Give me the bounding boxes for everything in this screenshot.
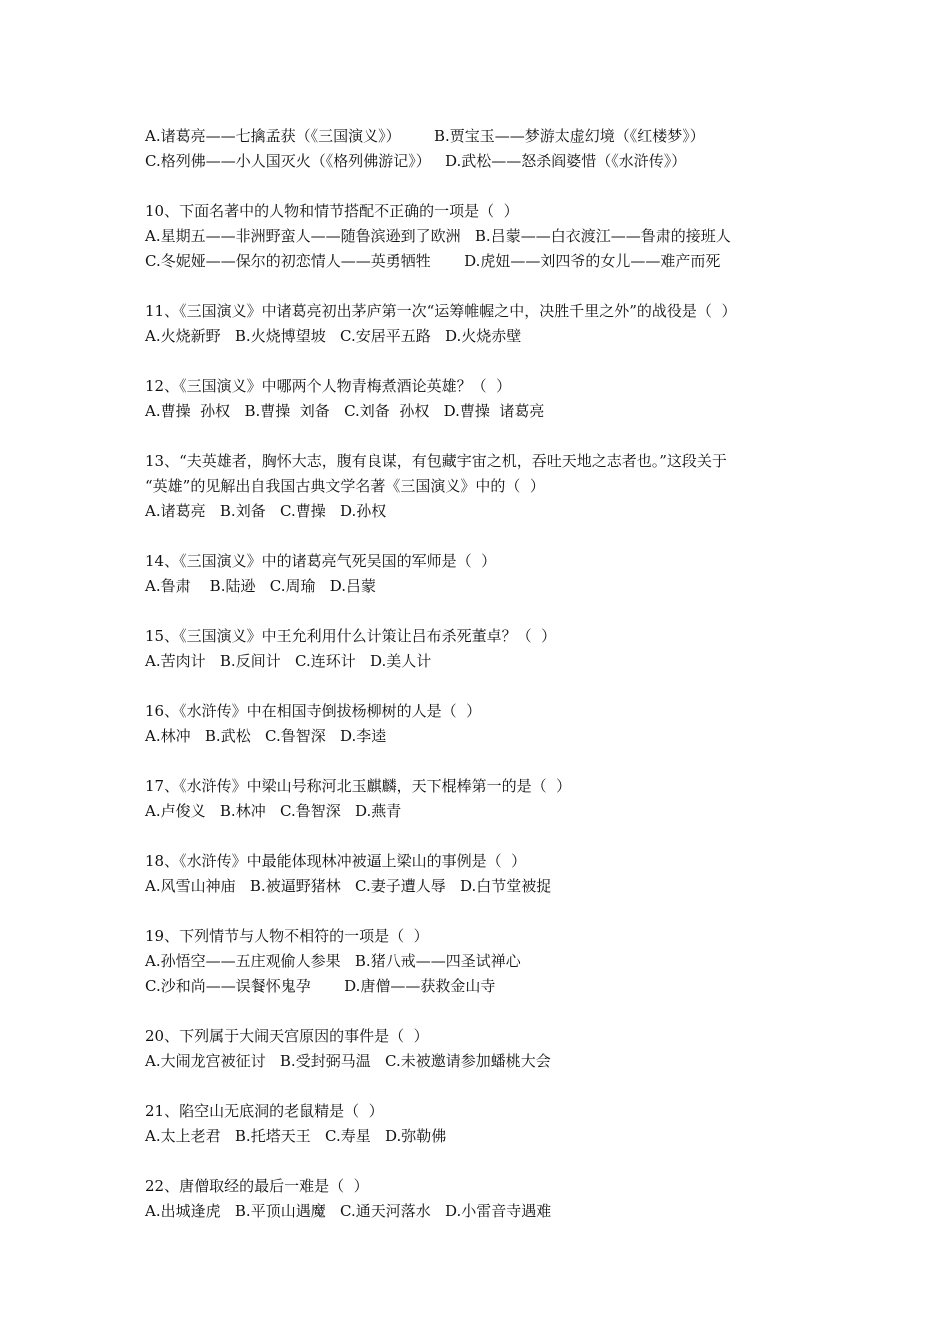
blank-line (145, 424, 845, 449)
answer-options: C.沙和尚——误餐怀鬼孕 D.唐僧——获救金山寺 (145, 977, 496, 995)
answer-options: A.风雪山神庙 B.被逼野猪林 C.妻子遭人辱 D.白节堂被捉 (145, 877, 552, 895)
answer-options: A.孙悟空——五庄观偷人参果 B.猪八戒——四圣试禅心 (145, 952, 521, 970)
question-text: 18、《水浒传》中最能体现林冲被逼上梁山的事例是（ ） (145, 852, 527, 870)
question-text: 13、“夫英雄者，胸怀大志，腹有良谋，有包藏宇宙之机，吞吐天地之志者也。”这段关于 (145, 452, 727, 470)
blank-line (145, 824, 845, 849)
blank-line (145, 274, 845, 299)
blank-line (145, 599, 845, 624)
answer-options: A.出城逢虎 B.平顶山遇魔 C.通天河落水 D.小雷音寺遇难 (145, 1202, 552, 1220)
question-text: 10、下面名著中的人物和情节搭配不正确的一项是（ ） (145, 202, 519, 220)
blank-line (145, 749, 845, 774)
question-text: 14、《三国演义》中的诸葛亮气死吴国的军师是（ ） (145, 552, 497, 570)
document-page (145, 124, 845, 1224)
question-text: 16、《水浒传》中在相国寺倒拔杨柳树的人是（ ） (145, 702, 482, 720)
question-text: 22、唐僧取经的最后一难是（ ） (145, 1177, 369, 1195)
answer-options: A.诸葛亮 B.刘备 C.曹操 D.孙权 (145, 502, 387, 520)
answer-options: C.格列佛——小人国灭火（《格列佛游记》） D.武松——怒杀阎婆惜（《水浒传》） (145, 152, 687, 170)
question-text: 17、《水浒传》中梁山号称河北玉麒麟，天下棍棒第一的是（ ） (145, 777, 572, 795)
question-text: 19、下列情节与人物不相符的一项是（ ） (145, 927, 429, 945)
blank-line (145, 674, 845, 699)
blank-line (145, 1074, 845, 1099)
answer-options: A.卢俊义 B.林冲 C.鲁智深 D.燕青 (145, 802, 402, 820)
blank-line (145, 349, 845, 374)
answer-options: A.星期五——非洲野蛮人——随鲁滨逊到了欧洲 B.吕蒙——白衣渡江——鲁肃的接班人 (145, 227, 731, 245)
blank-line (145, 899, 845, 924)
answer-options: A.苦肉计 B.反间计 C.连环计 D.美人计 (145, 652, 432, 670)
answer-options: A.曹操 孙权 B.曹操 刘备 C.刘备 孙权 D.曹操 诸葛亮 (145, 402, 545, 420)
question-text: 21、陷空山无底洞的老鼠精是（ ） (145, 1102, 384, 1120)
answer-options: “英雄”的见解出自我国古典文学名著《三国演义》中的（ ） (145, 477, 545, 495)
answer-options: A.太上老君 B.托塔天王 C.寿星 D.弥勒佛 (145, 1127, 447, 1145)
answer-options: A.大闹龙宫被征讨 B.受封弼马温 C.未被邀请参加蟠桃大会 (145, 1052, 551, 1070)
question-text: 11、《三国演义》中诸葛亮初出茅庐第一次“运筹帷幄之中，决胜千里之外”的战役是（ ） (145, 302, 737, 320)
answer-options: A.火烧新野 B.火烧博望坡 C.安居平五路 D.火烧赤壁 (145, 327, 522, 345)
blank-line (145, 1149, 845, 1174)
blank-line (145, 524, 845, 549)
question-text: 15、《三国演义》中王允利用什么计策让吕布杀死董卓？（ ） (145, 627, 557, 645)
blank-line (145, 999, 845, 1024)
answer-options: A.诸葛亮——七擒孟获（《三国演义》） B.贾宝玉——梦游太虚幻境（《红楼梦》） (145, 127, 705, 145)
blank-line (145, 174, 845, 199)
answer-options: A.鲁肃 B.陆逊 C.周瑜 D.吕蒙 (145, 577, 377, 595)
answer-options: A.林冲 B.武松 C.鲁智深 D.李逵 (145, 727, 387, 745)
answer-options: C.冬妮娅——保尔的初恋情人——英勇牺牲 D.虎妞——刘四爷的女儿——难产而死 (145, 252, 721, 270)
question-text: 20、下列属于大闹天宫原因的事件是（ ） (145, 1027, 429, 1045)
question-text: 12、《三国演义》中哪两个人物青梅煮酒论英雄？（ ） (145, 377, 512, 395)
